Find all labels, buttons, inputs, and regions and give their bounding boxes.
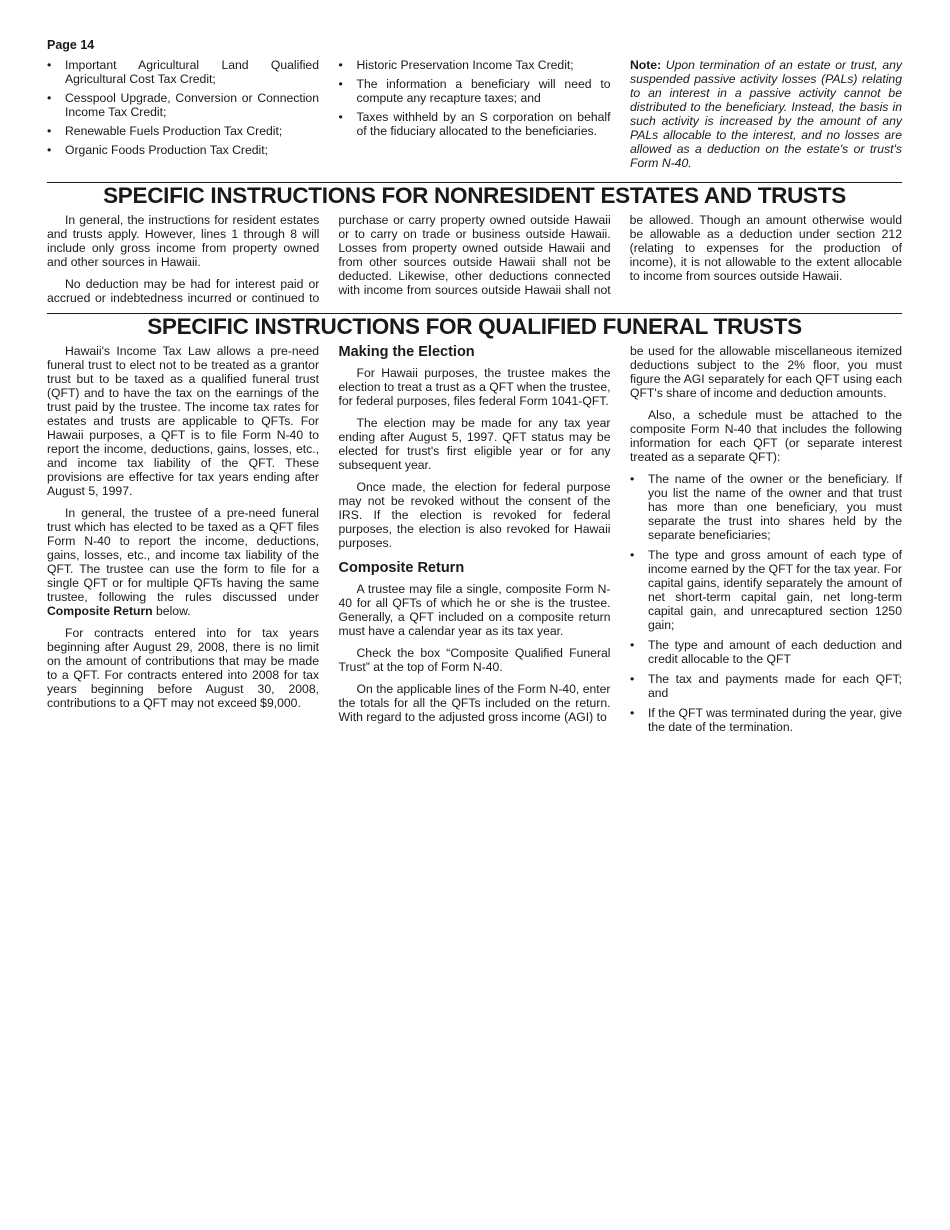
note-label: Note:: [630, 58, 662, 72]
composite-paragraph-3a: [339, 682, 611, 724]
list-item: • The tax and payments made for each QFT; and: [630, 672, 902, 700]
list-item: • Historic Preservation Income Tax Credit;: [339, 58, 611, 72]
page-number: Page 14: [47, 38, 95, 52]
credit-list-2: [339, 58, 611, 138]
list-item: • The name of the owner or the beneficiary. If you list the name of the owner and that trust has more than one beneficiary, you must separate the trust into shares held by the separate beneficiaries;: [630, 472, 902, 542]
qft-intro-paragraph-1: Hawaii's Income Tax Law allows a pre-need funeral trust to elect not to be treated as a grantor trust but to be taxed as a qualified funeral trust (QFT) and to have the tax on the earnings of the trust paid by the trustee. The income tax rates for estates and trusts are applicable to QFTs. For Hawaii purposes, a QFT is to file Form N-40 to report the income, deductions, gains, losses, etc., and income tax liability of the QFT. These provisions are effective for tax years ending after August 5, 1997.: [47, 344, 319, 498]
list-item: • If the QFT was terminated during the year, give the date of the termination.: [630, 706, 902, 734]
note-block: [630, 58, 902, 170]
composite-paragraph-3b: [630, 344, 902, 400]
top-column-1: [47, 58, 319, 170]
list-item: • Cesspool Upgrade, Conversion or Connection Income Tax Credit;: [47, 91, 319, 119]
paragraph-text: On the applicable lines of the Form N-40, enter the totals for all the QFTs included on the return. With regard to the adjusted gross income (AGI) to: [338, 682, 611, 724]
nonresident-paragraph-2: No deduction may be had for interest paid or accrued or indebtedness incurred or continued to purchase or carry property owned outside Hawaii or to carry on trade or business outside Hawaii. Losses from property owned outside Hawaii and from other sources outside Hawaii shall not be deducted. Likewise, other deductions connected with income from sources outside Hawaii shall not be allowed. Though an amount otherwise would be allowable as a deduction under section 212 (relating to expenses for the production of income), it is not allowable to the extent allocable to income from sources outside Hawaii.: [47, 213, 902, 305]
election-paragraph-1: For Hawaii purposes, the trustee makes the election to treat a trust as a QFT when the trustee, for federal purposes, files federal Form 1041-QFT.: [338, 366, 611, 408]
top-column-2: [339, 58, 611, 170]
nonresident-body: [47, 213, 902, 305]
paragraph-text: below.: [156, 604, 191, 618]
top-section: [47, 58, 902, 170]
document-page: [47, 38, 902, 740]
election-heading: Making the Election: [338, 344, 475, 360]
paragraph-text: In general, the trustee of a pre-need funeral trust which has elected to be taxed as a QFT files Form N-40 to report the income, deductions, gains, losses, etc., and income tax liability of the QFT. The trustee can use the form to file for a single QFT or for multiple QFTs having the same trustee, following the rules discussed under: [47, 506, 319, 604]
qft-heading: SPECIFIC INSTRUCTIONS FOR QUALIFIED FUNERAL TRUSTS: [147, 314, 802, 339]
list-item: • The type and gross amount of each type of income earned by the QFT for the tax year. For capital gains, identify separately the amount of net short-term capital gain, net long-term capital gain, and unrecaptured section 1250 gain;: [630, 548, 902, 632]
qft-intro-paragraph-2: [47, 506, 319, 618]
schedule-list: [630, 472, 902, 734]
qft-column-2: [339, 344, 611, 740]
note-text: Upon termination of an estate or trust, any suspended passive activity losses (PALs) relating to an interest in a passive activity cannot be distributed to the beneficiary. Instead, the basis in such activity is increased by the amount of any PALs allocable to the interest, and no losses are allowed as a deduction on the estate's or trust's Form N-40.: [630, 58, 903, 170]
qft-column-3: [630, 344, 902, 740]
nonresident-heading: SPECIFIC INSTRUCTIONS FOR NONRESIDENT ESTATES AND TRUSTS: [103, 183, 846, 208]
qft-body: [47, 344, 902, 740]
list-item: • Renewable Fuels Production Tax Credit;: [47, 124, 319, 138]
election-paragraph-3: Once made, the election for federal purpose may not be revoked without the consent of the IRS. If the election is revoked for federal purposes, the election is also revoked for Hawaii purposes.: [338, 480, 611, 550]
qft-intro-paragraph-3: For contracts entered into for tax years beginning after August 29, 2008, there is no limit on the amount of contributions that may be made to a QFT. For contracts entered into 2008 for tax years beginning before August 30, 2008, contributions to a QFT may not exceed $9,000.: [47, 626, 319, 710]
election-paragraph-2: The election may be made for any tax year ending after August 5, 1997. QFT status may be elected for trust's first eligible year or for any subsequent year.: [338, 416, 611, 472]
composite-heading: Composite Return: [338, 560, 465, 576]
list-item: • The information a beneficiary will need to compute any recapture taxes; and: [339, 77, 611, 105]
paragraph-text: be used for the allowable miscellaneous itemized deductions subject to the 2% floor, you must figure the AGI separately for each QFT using each QFT's share of income and deduction amounts.: [630, 344, 902, 400]
composite-paragraph-2: Check the box “Composite Qualified Funeral Trust” at the top of Form N-40.: [338, 646, 611, 674]
nonresident-paragraph-1: In general, the instructions for resident estates and trusts apply. However, lines 1 through 8 will include only gross income from property owned and other sources in Hawaii.: [47, 213, 320, 269]
composite-paragraph-1: A trustee may file a single, composite Form N-40 for all QFTs of which he or she is the trustee. Generally, a QFT included on a composite return must have a calendar year as its tax year.: [338, 582, 611, 638]
composite-paragraph-4: Also, a schedule must be attached to the composite Form N-40 that includes the following information for each QFT (or separate interest treated as a separate QFT):: [630, 408, 902, 464]
list-item: • Taxes withheld by an S corporation on behalf of the fiduciary allocated to the beneficiaries.: [339, 110, 611, 138]
credit-list-1: [47, 58, 319, 157]
composite-return-reference: Composite Return: [47, 604, 153, 618]
list-item: • Organic Foods Production Tax Credit;: [47, 143, 319, 157]
list-item: • The type and amount of each deduction and credit allocable to the QFT: [630, 638, 902, 666]
qft-column-1: [47, 344, 319, 740]
list-item: • Important Agricultural Land Qualified Agricultural Cost Tax Credit;: [47, 58, 319, 86]
